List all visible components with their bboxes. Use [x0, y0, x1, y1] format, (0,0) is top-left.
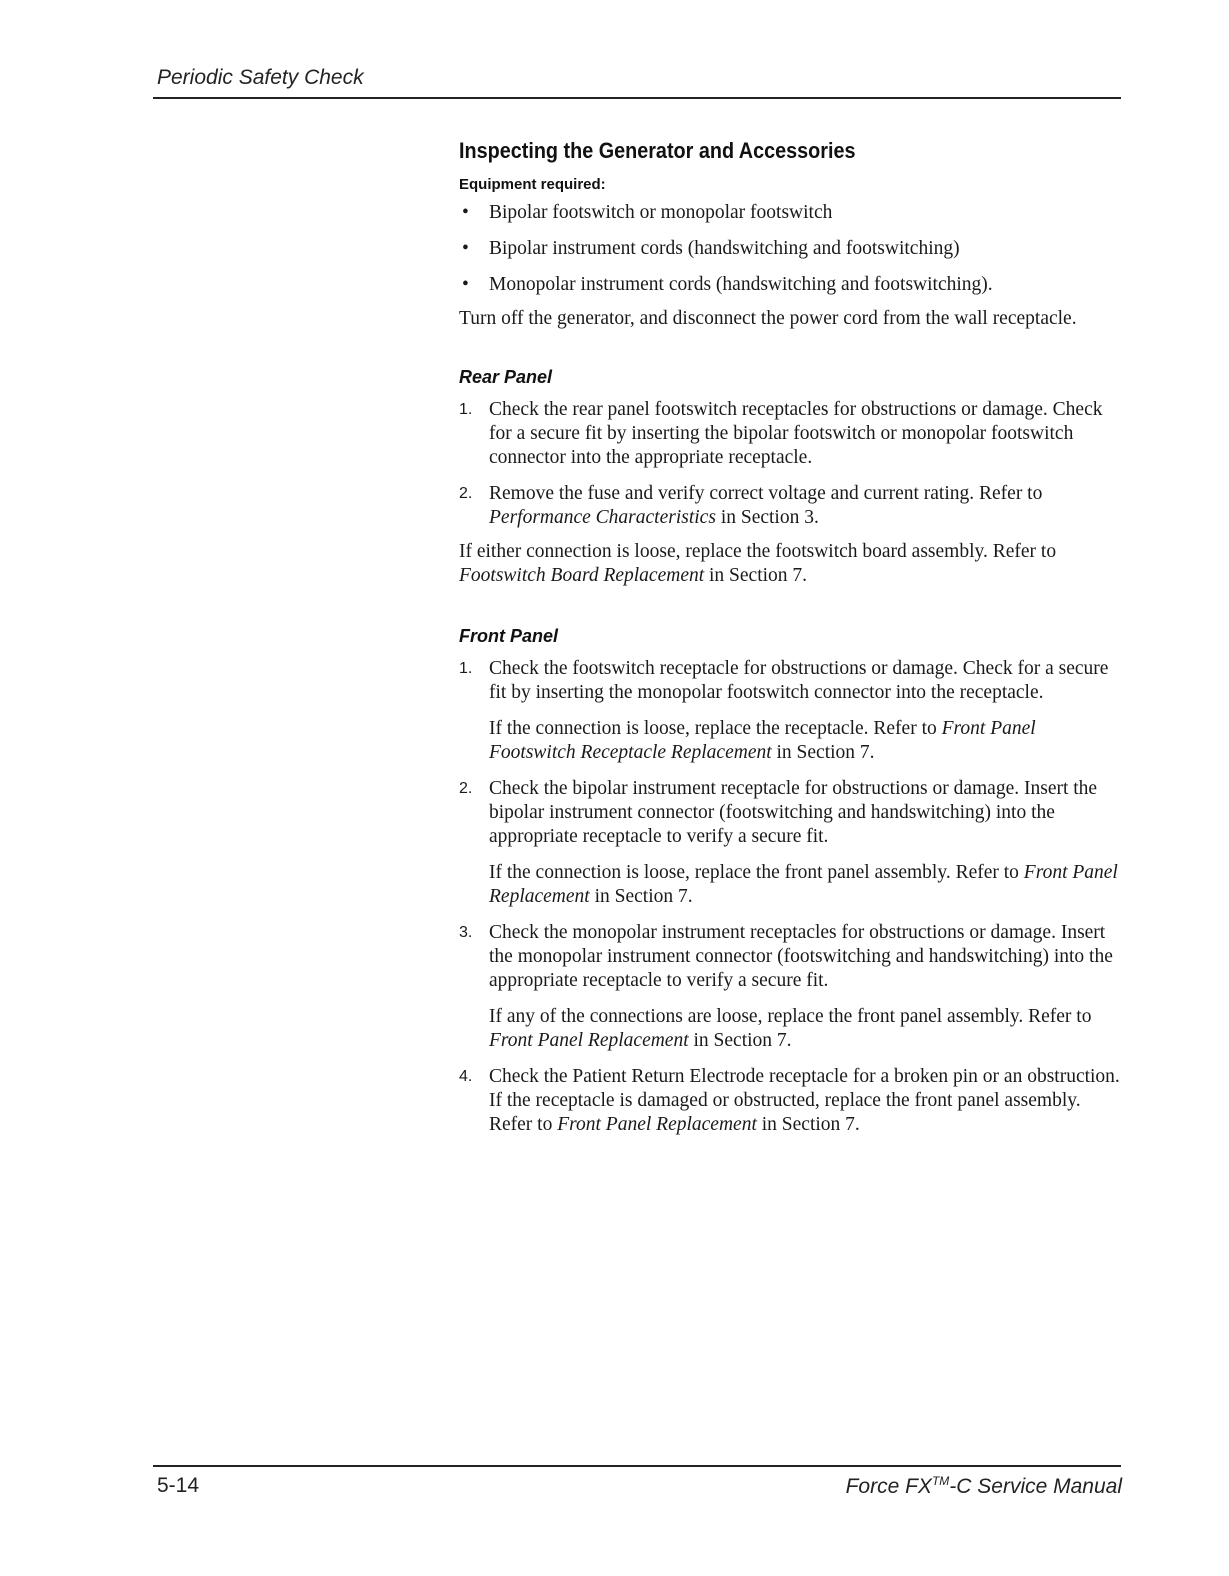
running-head: Periodic Safety Check: [157, 66, 364, 89]
note-text: If any of the connections are loose, replace the front panel assembly. Refer to: [489, 1006, 1092, 1027]
step-text: Remove the fuse and verify correct voltage and current rating. Refer to: [489, 483, 1043, 504]
note-text: If either connection is loose, replace the footswitch board assembly. Refer to: [459, 541, 1057, 562]
step-number: 2.: [459, 485, 473, 502]
step-text: Check the bipolar instrument receptacle for obstructions or damage. Insert the bipolar instrument connector (footswitching and handswitching) into the appropriate receptacle to verify a secure fit.: [489, 778, 1098, 847]
header-rule: [153, 97, 1121, 99]
equipment-item-text: Bipolar footswitch or monopolar footswitch: [489, 202, 833, 223]
rear-panel-steps: [459, 398, 1121, 530]
note-text: If the connection is loose, replace the receptacle. Refer to: [489, 718, 942, 739]
section-title: Inspecting the Generator and Accessories: [459, 138, 856, 163]
front-step: [459, 777, 1121, 909]
page-number: 5-14: [157, 1474, 200, 1497]
bullet-icon: •: [462, 202, 469, 223]
rear-step: [459, 482, 1121, 530]
equipment-list: [459, 201, 1121, 297]
bullet-icon: •: [462, 238, 469, 259]
cross-reference: Front Panel Replacement: [489, 862, 1118, 907]
note-text: in Section 7.: [771, 742, 875, 763]
cross-reference: Footswitch Board Replacement: [459, 565, 705, 586]
step-text: Check the footswitch receptacle for obstructions or damage. Check for a secure fit by inserting the monopolar footswitch connector into the receptacle.: [489, 658, 1109, 703]
note-text: in Section 7.: [704, 565, 808, 586]
note-text: in Section 7.: [688, 1030, 792, 1051]
intro-paragraph: Turn off the generator, and disconnect the power cord from the wall receptacle.: [459, 308, 1077, 329]
step-note: [489, 717, 1121, 765]
step-note: [489, 861, 1121, 909]
manual-title-text: Force FX: [845, 1475, 932, 1498]
equipment-item: [459, 237, 1121, 261]
equipment-label: Equipment required:: [459, 176, 606, 193]
cross-reference: Front Panel Replacement: [557, 1114, 757, 1135]
step-text: Check the monopolar instrument receptacles for obstructions or damage. Insert the monopolar instrument connector (footswitching and handswitching) into the appropriate receptacle to verify a secure fit.: [489, 922, 1113, 991]
note-text: in Section 7.: [589, 886, 693, 907]
cross-reference: Performance Characteristics: [489, 507, 716, 528]
equipment-item: [459, 201, 1121, 225]
step-text: in Section 3.: [715, 507, 819, 528]
cross-reference: Front Panel Footswitch Receptacle Replacement: [489, 718, 1036, 763]
equipment-item-text: Monopolar instrument cords (handswitching and footswitching).: [489, 274, 993, 295]
manual-title-text: -C Service Manual: [949, 1475, 1122, 1498]
step-text: in Section 7.: [756, 1114, 860, 1135]
rear-panel-heading: Rear Panel: [459, 367, 553, 387]
footer-rule: [153, 1465, 1121, 1467]
step-number: 3.: [459, 924, 473, 941]
front-step: [459, 921, 1121, 1053]
cross-reference: Front Panel Replacement: [489, 1030, 689, 1051]
step-text: Check the rear panel footswitch receptacles for obstructions or damage. Check for a secure fit by inserting the bipolar footswitch or monopolar footswitch connector into the appropriate receptacle.: [489, 399, 1103, 468]
step-number: 1.: [459, 660, 473, 677]
step-number: 1.: [459, 401, 473, 418]
rear-step: [459, 398, 1121, 470]
front-step: [459, 1065, 1121, 1137]
step-text: Check the Patient Return Electrode receptacle for a broken pin or an obstruction. If the receptacle is damaged or obstructed, replace the front panel assembly. Refer to: [489, 1066, 1120, 1135]
front-step: [459, 657, 1121, 765]
note-text: If the connection is loose, replace the front panel assembly. Refer to: [489, 862, 1024, 883]
front-panel-steps: [459, 657, 1121, 1137]
equipment-item: [459, 273, 1121, 297]
equipment-item-text: Bipolar instrument cords (handswitching and footswitching): [489, 238, 960, 259]
rear-panel-note: [459, 540, 1121, 588]
trademark-mark: TM: [931, 1474, 950, 1488]
front-panel-heading: Front Panel: [459, 626, 559, 646]
manual-title: [846, 1474, 1122, 1499]
bullet-icon: •: [462, 274, 469, 295]
step-note: [489, 1005, 1121, 1053]
step-number: 4.: [459, 1068, 473, 1085]
step-number: 2.: [459, 780, 473, 797]
main-content: [459, 138, 1121, 1149]
